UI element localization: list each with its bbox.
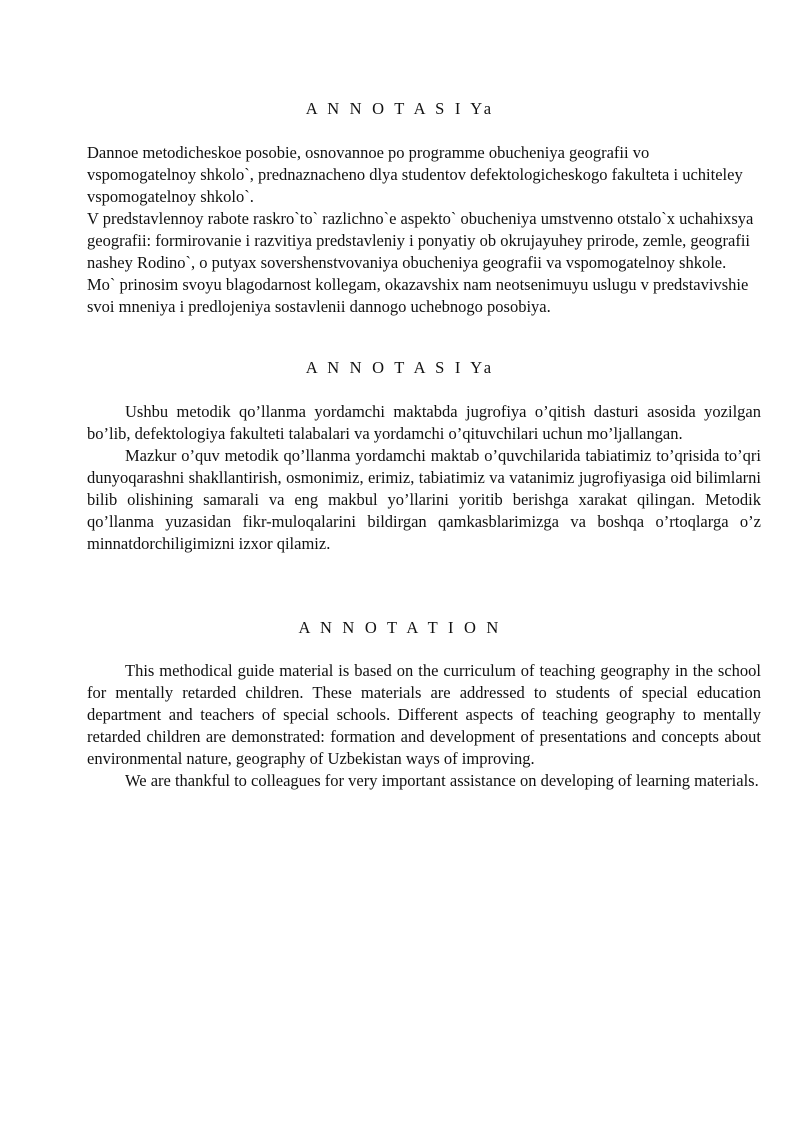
paragraph: This methodical guide material is based on the curriculum of teaching geography in the school for mentally retarded children. These materials are addressed to students of special education department and teachers of special schools. Different aspects of teaching geography to mentally retarded children are demonstrated: formation and development of presentations and concepts about environmental nature, geography of Uzbekistan ways of improving. xyxy=(87,661,761,768)
paragraph: Mazkur o’quv metodik qo’llanma yordamchi maktab o’quvchilarida tabiatimiz to’qrisida to’qri dunyoqarashni shakllantirish, osmonimiz, erimiz, tabiatimiz va vatanimiz jugrofiyasiga oid bilimlarni bilib olishining samarali va eng makbul yo’llarini yoritib berishga xarakat qilingan. Metodik qo’llanma yuzasidan fikr-muloqalarini bildirgan qamkasblarimizga va boshqa o’rtoqlarga o’z minnatdorchiligimizni izxor qilamiz. xyxy=(87,446,761,553)
section-heading-annotation-english: A N N O T A T I O N xyxy=(298,618,502,637)
paragraph: V predstavlennoy rabote raskro`to` razlichno`e aspekto` obucheniya umstvenno otstalo`x uchahixsya geografii: formirovanie i razvitiya predstavleniy i ponyatiy ob okrujayuhey prirode, zemle, geografii nashey Rodino`, o putyax sovershenstvovaniya obucheniya geografii va vspomogatelnoy shkole. xyxy=(87,209,754,272)
paragraph: We are thankful to colleagues for very important assistance on developing of learning materials. xyxy=(125,771,759,790)
paragraph: Dannoe metodicheskoe posobie, osnovannoe po programme obucheniya geografii vo vspomogatelnoy shkolo`, prednaznacheno dlya studentov defektologicheskogo fakulteta i uchiteley vspomogatelnoy shkolo`. xyxy=(87,143,743,206)
section-body-russian xyxy=(87,142,761,318)
paragraph: Mo` prinosim svoyu blagodarnost kollegam, okazavshix nam neotsenimuyu uslugu v predstavivshie svoi mneniya i predlojeniya sostavlenii dannogo uchebnogo posobiya. xyxy=(87,275,749,316)
section-body-english xyxy=(87,660,761,792)
section-heading-annotasiya-russian: A N N O T A S I Ya xyxy=(305,99,495,118)
section-body-uzbek xyxy=(87,401,761,555)
paragraph: Ushbu metodik qo’llanma yordamchi maktabda jugrofiya o’qitish dasturi asosida yozilgan bo’lib, defektologiya fakulteti talabalari va yordamchi o’qituvchilari uchun mo’ljallangan. xyxy=(87,402,761,443)
section-heading-annotasiya-uzbek: A N N O T A S I Ya xyxy=(305,358,495,377)
